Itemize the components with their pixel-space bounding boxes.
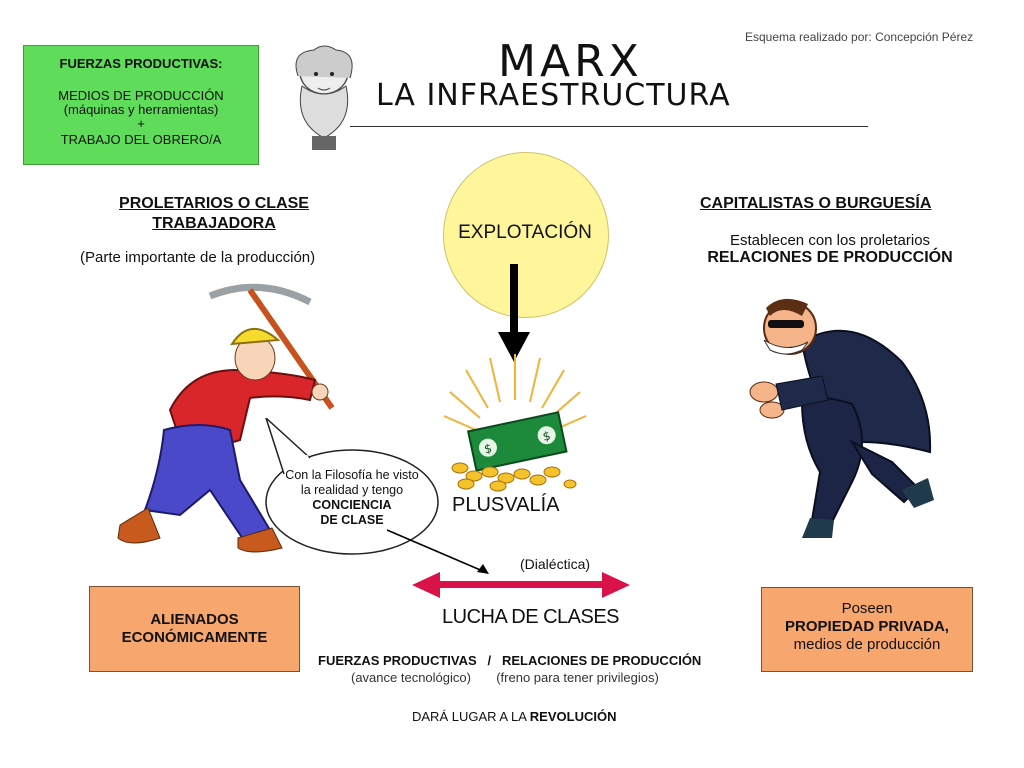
- alienados-line1: ALIENADOS: [150, 611, 239, 628]
- alienados-box: [89, 586, 300, 672]
- bottom-freno: (freno para tener privilegios): [496, 670, 659, 685]
- bottom-revolucion: [412, 709, 616, 724]
- lucha-de-clases-label: LUCHA DE CLASES: [442, 606, 620, 628]
- bubble-line2: la realidad y tengo: [300, 483, 404, 497]
- fuerzas-box-line2: (máquinas y herramientas): [63, 102, 219, 117]
- svg-text:$: $: [482, 441, 494, 457]
- fuerzas-box-title: FUERZAS PRODUCTIVAS:: [59, 56, 223, 71]
- bubble-line4: DE CLASE: [320, 513, 384, 527]
- dialectica-double-arrow: [412, 570, 632, 600]
- bottom-slash: /: [487, 653, 492, 668]
- alienados-line2: ECONÓMICAMENTE: [121, 629, 268, 646]
- money-illustration: [440, 350, 590, 495]
- author-credit: Esquema realizado por: Concepción Pérez: [745, 30, 974, 44]
- bottom-fuerzas-relaciones: [318, 653, 701, 668]
- bubble-line3: CONCIENCIA: [312, 498, 392, 512]
- proletarios-heading-line2: TRABAJADORA: [152, 215, 276, 232]
- bottom-revolucion-word: REVOLUCIÓN: [529, 709, 617, 724]
- poseen-box: [761, 587, 973, 672]
- title-marx: MARX: [498, 36, 643, 87]
- capitalistas-line1: Establecen con los proletarios: [729, 232, 931, 249]
- capitalist-illustration: [742, 292, 942, 542]
- bottom-avance: (avance tecnológico): [351, 670, 471, 685]
- dialectica-label: (Dialéctica): [520, 556, 591, 572]
- title-infraestructura: LA INFRAESTRUCTURA: [376, 78, 731, 113]
- fuerzas-productivas-box: [23, 45, 259, 165]
- fuerzas-box-plus: +: [137, 116, 145, 131]
- capitalistas-heading: CAPITALISTAS O BURGUESÍA: [700, 195, 932, 212]
- proletarios-heading: [100, 194, 328, 234]
- plusvalia-label: PLUSVALÍA: [452, 494, 560, 516]
- fuerzas-box-line3: TRABAJO DEL OBRERO/A: [60, 132, 222, 147]
- bottom-relaciones: RELACIONES DE PRODUCCIÓN: [501, 653, 702, 668]
- fuerzas-box-line1: MEDIOS DE PRODUCCIÓN: [58, 88, 224, 103]
- poseen-line3: medios de producción: [793, 636, 941, 653]
- marx-portrait: [284, 42, 364, 152]
- bottom-fuerzas: FUERZAS PRODUCTIVAS: [318, 653, 477, 668]
- capitalistas-line2: RELACIONES DE PRODUCCIÓN: [707, 249, 953, 266]
- poseen-line1: Poseen: [841, 600, 893, 617]
- bottom-avance-freno: [351, 670, 659, 685]
- explotacion-arrow: [494, 264, 534, 364]
- bubble-line1: Con la Filosofía he visto: [285, 468, 419, 482]
- poseen-line2: PROPIEDAD PRIVADA,: [785, 618, 949, 635]
- bottom-dara: DARÁ LUGAR A LA: [412, 709, 530, 724]
- bubble-text: [262, 468, 442, 528]
- svg-text:$: $: [541, 428, 552, 444]
- title-underline: [350, 126, 868, 127]
- explotacion-label: EXPLOTACIÓN: [458, 222, 592, 243]
- proletarios-heading-line1: PROLETARIOS O CLASE: [119, 195, 309, 212]
- proletarios-subtitle: (Parte importante de la producción): [80, 249, 316, 266]
